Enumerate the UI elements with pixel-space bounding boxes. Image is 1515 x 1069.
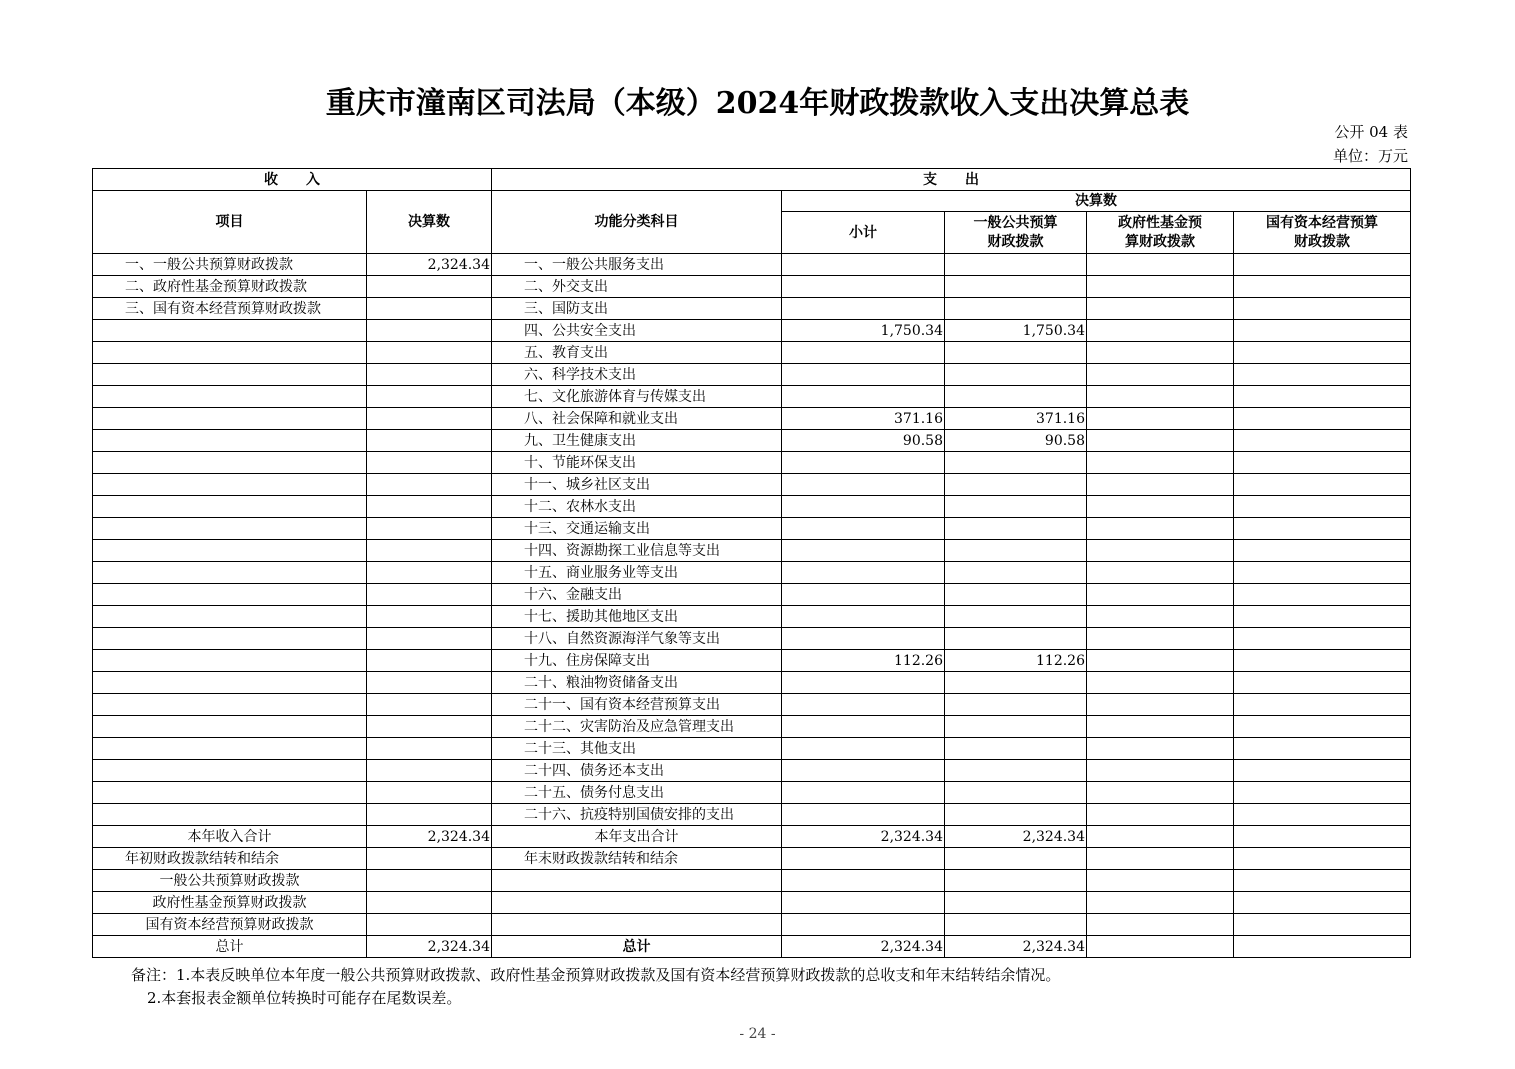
subtotal-amount (782, 760, 945, 782)
table-row (93, 276, 1411, 298)
income-amount (367, 430, 492, 452)
notes (131, 964, 1060, 1010)
gov-fund-amount (1087, 650, 1234, 672)
income-item (93, 320, 367, 342)
subtotal-amount (782, 452, 945, 474)
gov-fund-amount (1087, 540, 1234, 562)
summary-row (93, 826, 1411, 848)
summary-row (93, 848, 1411, 870)
subtotal-amount (782, 738, 945, 760)
general-budget-amount (945, 782, 1087, 804)
general-budget-amount (945, 342, 1087, 364)
table-row (93, 694, 1411, 716)
subtotal-amount (782, 584, 945, 606)
income-amount (367, 672, 492, 694)
general-budget-amount (945, 298, 1087, 320)
summary-state-capital (1234, 892, 1411, 914)
unit-label: 单位：万元 (1332, 147, 1408, 165)
summary-row (93, 914, 1411, 936)
income-amount (367, 452, 492, 474)
state-capital-amount (1234, 452, 1411, 474)
func-category: 十、节能环保支出 (492, 452, 782, 474)
summary-income-item: 国有资本经营预算财政拨款 (93, 914, 367, 936)
summary-func-category (492, 870, 782, 892)
summary-row (93, 892, 1411, 914)
state-capital-amount (1234, 606, 1411, 628)
gov-fund-amount (1087, 320, 1234, 342)
general-budget-amount (945, 562, 1087, 584)
subtotal-amount: 1,750.34 (782, 320, 945, 342)
summary-general-budget (945, 870, 1087, 892)
func-category: 二十五、债务付息支出 (492, 782, 782, 804)
page-title: 重庆市潼南区司法局（本级）2024年财政拨款收入支出决算总表 (325, 86, 1190, 121)
subtotal-amount: 371.16 (782, 408, 945, 430)
func-category: 二十六、抗疫特别国债安排的支出 (492, 804, 782, 826)
income-amount (367, 760, 492, 782)
general-budget-amount: 1,750.34 (945, 320, 1087, 342)
income-amount (367, 562, 492, 584)
gov-fund-amount (1087, 804, 1234, 826)
income-item (93, 584, 367, 606)
income-amount (367, 540, 492, 562)
table-row (93, 320, 1411, 342)
func-category: 十九、住房保障支出 (492, 650, 782, 672)
summary-gov-fund (1087, 892, 1234, 914)
subtotal-amount (782, 782, 945, 804)
subtotal-amount (782, 672, 945, 694)
summary-income-item: 一般公共预算财政拨款 (93, 870, 367, 892)
income-item (93, 562, 367, 584)
general-budget-amount (945, 716, 1087, 738)
general-budget-amount: 371.16 (945, 408, 1087, 430)
state-capital-amount (1234, 628, 1411, 650)
general-budget-amount (945, 606, 1087, 628)
subtotal-amount (782, 694, 945, 716)
gov-fund-amount (1087, 496, 1234, 518)
income-item (93, 518, 367, 540)
subtotal-amount (782, 298, 945, 320)
summary-gov-fund (1087, 826, 1234, 848)
summary-general-budget (945, 892, 1087, 914)
income-amount (367, 606, 492, 628)
general-budget-amount (945, 804, 1087, 826)
summary-row (93, 870, 1411, 892)
subtotal-amount: 90.58 (782, 430, 945, 452)
func-category: 二十三、其他支出 (492, 738, 782, 760)
table-row (93, 628, 1411, 650)
summary-state-capital (1234, 936, 1411, 958)
subtotal-amount (782, 496, 945, 518)
state-capital-amount (1234, 254, 1411, 276)
summary-subtotal (782, 914, 945, 936)
state-capital-amount (1234, 342, 1411, 364)
income-amount (367, 804, 492, 826)
income-amount (367, 276, 492, 298)
income-item (93, 716, 367, 738)
summary-row (93, 936, 1411, 958)
state-capital-header: 国有资本经营预算 财政拨款 (1234, 212, 1411, 254)
func-category: 二十、粮油物资储备支出 (492, 672, 782, 694)
table-row (93, 584, 1411, 606)
summary-state-capital (1234, 826, 1411, 848)
gov-fund-amount (1087, 760, 1234, 782)
func-category: 七、文化旅游体育与传媒支出 (492, 386, 782, 408)
income-item: 一、一般公共预算财政拨款 (93, 254, 367, 276)
state-capital-amount (1234, 408, 1411, 430)
gov-fund-amount (1087, 474, 1234, 496)
table-row (93, 496, 1411, 518)
summary-state-capital (1234, 914, 1411, 936)
form-number: 公开 04 表 (1334, 123, 1408, 141)
func-category: 十三、交通运输支出 (492, 518, 782, 540)
gov-fund-amount (1087, 562, 1234, 584)
func-category: 二十一、国有资本经营预算支出 (492, 694, 782, 716)
state-capital-amount (1234, 430, 1411, 452)
page-number: - 24 - (739, 1026, 776, 1042)
subtotal-amount (782, 518, 945, 540)
income-item (93, 430, 367, 452)
gov-fund-amount (1087, 386, 1234, 408)
gov-fund-amount (1087, 694, 1234, 716)
table-row (93, 364, 1411, 386)
amount-header: 决算数 (367, 191, 492, 254)
func-category: 十一、城乡社区支出 (492, 474, 782, 496)
gov-fund-header: 政府性基金预 算财政拨款 (1087, 212, 1234, 254)
income-item (93, 364, 367, 386)
subtotal-amount (782, 386, 945, 408)
summary-func-category (492, 892, 782, 914)
gov-fund-amount (1087, 738, 1234, 760)
income-item (93, 452, 367, 474)
table-row (93, 474, 1411, 496)
income-amount (367, 782, 492, 804)
summary-subtotal: 2,324.34 (782, 826, 945, 848)
header-row-2 (93, 191, 1411, 212)
subtotal-amount (782, 474, 945, 496)
table-row (93, 760, 1411, 782)
gov-fund-amount (1087, 276, 1234, 298)
general-budget-amount (945, 364, 1087, 386)
general-budget-amount (945, 628, 1087, 650)
state-capital-amount (1234, 298, 1411, 320)
income-amount (367, 364, 492, 386)
func-category: 八、社会保障和就业支出 (492, 408, 782, 430)
general-budget-amount (945, 254, 1087, 276)
func-category: 十二、农林水支出 (492, 496, 782, 518)
table-row (93, 738, 1411, 760)
income-item (93, 628, 367, 650)
summary-subtotal: 2,324.34 (782, 936, 945, 958)
income-item (93, 496, 367, 518)
summary-state-capital (1234, 870, 1411, 892)
gov-fund-amount (1087, 716, 1234, 738)
summary-income-item: 总计 (93, 936, 367, 958)
subtotal-amount (782, 606, 945, 628)
income-item (93, 694, 367, 716)
general-budget-amount (945, 496, 1087, 518)
note-1: 备注：1.本表反映单位本年度一般公共预算财政拨款、政府性基金预算财政拨款及国有资本经营预算财政拨款的总收支和年末结转结余情况。 (131, 966, 1061, 984)
income-amount (367, 386, 492, 408)
table-row (93, 386, 1411, 408)
income-item (93, 804, 367, 826)
summary-subtotal (782, 892, 945, 914)
general-budget-amount (945, 518, 1087, 540)
income-item: 二、政府性基金预算财政拨款 (93, 276, 367, 298)
subtotal-amount (782, 254, 945, 276)
expense-header: 支 出 (492, 169, 1411, 191)
state-capital-amount (1234, 364, 1411, 386)
state-capital-amount (1234, 540, 1411, 562)
gov-fund-amount (1087, 628, 1234, 650)
func-category: 三、国防支出 (492, 298, 782, 320)
table-row (93, 518, 1411, 540)
final-amount-header: 决算数 (782, 191, 1411, 212)
func-category: 二、外交支出 (492, 276, 782, 298)
summary-gov-fund (1087, 870, 1234, 892)
state-capital-amount (1234, 672, 1411, 694)
table-row (93, 562, 1411, 584)
summary-gov-fund (1087, 936, 1234, 958)
income-amount (367, 628, 492, 650)
gov-fund-amount (1087, 298, 1234, 320)
summary-income-item: 年初财政拨款结转和结余 (93, 848, 367, 870)
table-row (93, 342, 1411, 364)
table-row (93, 606, 1411, 628)
state-capital-amount (1234, 474, 1411, 496)
summary-income-amount (367, 892, 492, 914)
gov-fund-amount (1087, 430, 1234, 452)
income-item (93, 738, 367, 760)
func-category: 十七、援助其他地区支出 (492, 606, 782, 628)
summary-income-item: 本年收入合计 (93, 826, 367, 848)
func-category: 九、卫生健康支出 (492, 430, 782, 452)
summary-state-capital (1234, 848, 1411, 870)
table-row (93, 298, 1411, 320)
subtotal-amount (782, 804, 945, 826)
income-amount (367, 694, 492, 716)
general-budget-amount: 90.58 (945, 430, 1087, 452)
table-row (93, 254, 1411, 276)
general-budget-amount (945, 386, 1087, 408)
table-row (93, 716, 1411, 738)
func-category: 二十二、灾害防治及应急管理支出 (492, 716, 782, 738)
table-row (93, 430, 1411, 452)
summary-func-category: 本年支出合计 (492, 826, 782, 848)
income-item (93, 650, 367, 672)
income-item (93, 386, 367, 408)
func-category: 一、一般公共服务支出 (492, 254, 782, 276)
table-row (93, 452, 1411, 474)
income-item (93, 760, 367, 782)
summary-func-category: 总计 (492, 936, 782, 958)
income-amount (367, 738, 492, 760)
income-amount (367, 584, 492, 606)
subtotal-amount (782, 276, 945, 298)
func-category: 五、教育支出 (492, 342, 782, 364)
income-amount (367, 474, 492, 496)
general-budget-amount (945, 760, 1087, 782)
gov-fund-amount (1087, 606, 1234, 628)
gov-fund-amount (1087, 672, 1234, 694)
income-item (93, 672, 367, 694)
income-item (93, 540, 367, 562)
summary-income-amount (367, 870, 492, 892)
gov-fund-amount (1087, 408, 1234, 430)
state-capital-amount (1234, 518, 1411, 540)
subtotal-amount (782, 342, 945, 364)
summary-general-budget: 2,324.34 (945, 826, 1087, 848)
table-row (93, 672, 1411, 694)
state-capital-amount (1234, 320, 1411, 342)
note-2: 2.本套报表金额单位转换时可能存在尾数误差。 (147, 989, 462, 1007)
subtotal-amount: 112.26 (782, 650, 945, 672)
state-capital-amount (1234, 804, 1411, 826)
summary-income-item: 政府性基金预算财政拨款 (93, 892, 367, 914)
table-row (93, 650, 1411, 672)
summary-income-amount (367, 914, 492, 936)
final-accounts-table (92, 168, 1411, 958)
income-item (93, 342, 367, 364)
state-capital-amount (1234, 716, 1411, 738)
subtotal-amount (782, 364, 945, 386)
state-capital-amount (1234, 694, 1411, 716)
state-capital-amount (1234, 386, 1411, 408)
func-category: 六、科学技术支出 (492, 364, 782, 386)
table-row (93, 408, 1411, 430)
gov-fund-amount (1087, 452, 1234, 474)
summary-gov-fund (1087, 914, 1234, 936)
state-capital-amount (1234, 584, 1411, 606)
income-item (93, 782, 367, 804)
summary-subtotal (782, 848, 945, 870)
income-item (93, 606, 367, 628)
income-item (93, 408, 367, 430)
general-budget-amount (945, 672, 1087, 694)
func-category-header: 功能分类科目 (492, 191, 782, 254)
header-row-1 (93, 169, 1411, 191)
func-category: 十六、金融支出 (492, 584, 782, 606)
gov-fund-amount (1087, 518, 1234, 540)
summary-general-budget: 2,324.34 (945, 936, 1087, 958)
state-capital-amount (1234, 562, 1411, 584)
subtotal-amount (782, 562, 945, 584)
income-amount (367, 496, 492, 518)
summary-income-amount: 2,324.34 (367, 936, 492, 958)
income-header: 收 入 (93, 169, 492, 191)
subtotal-amount (782, 716, 945, 738)
subtotal-header: 小计 (782, 212, 945, 254)
subtotal-amount (782, 628, 945, 650)
table-row (93, 540, 1411, 562)
func-category: 十八、自然资源海洋气象等支出 (492, 628, 782, 650)
summary-general-budget (945, 848, 1087, 870)
income-amount (367, 320, 492, 342)
table-row (93, 782, 1411, 804)
summary-gov-fund (1087, 848, 1234, 870)
general-budget-amount (945, 738, 1087, 760)
gov-fund-amount (1087, 254, 1234, 276)
income-amount (367, 342, 492, 364)
gov-fund-amount (1087, 782, 1234, 804)
summary-func-category (492, 914, 782, 936)
func-category: 四、公共安全支出 (492, 320, 782, 342)
state-capital-amount (1234, 276, 1411, 298)
general-budget-amount (945, 540, 1087, 562)
income-amount (367, 408, 492, 430)
general-budget-amount: 112.26 (945, 650, 1087, 672)
summary-general-budget (945, 914, 1087, 936)
income-amount (367, 518, 492, 540)
gov-fund-amount (1087, 342, 1234, 364)
gov-fund-amount (1087, 584, 1234, 606)
summary-income-amount (367, 848, 492, 870)
general-budget-amount (945, 694, 1087, 716)
income-amount: 2,324.34 (367, 254, 492, 276)
summary-subtotal (782, 870, 945, 892)
func-category: 十四、资源勘探工业信息等支出 (492, 540, 782, 562)
state-capital-amount (1234, 760, 1411, 782)
income-item (93, 474, 367, 496)
income-amount (367, 716, 492, 738)
income-amount (367, 298, 492, 320)
general-budget-amount (945, 452, 1087, 474)
general-budget-amount (945, 584, 1087, 606)
gov-fund-amount (1087, 364, 1234, 386)
item-header: 项目 (93, 191, 367, 254)
func-category: 十五、商业服务业等支出 (492, 562, 782, 584)
table-row (93, 804, 1411, 826)
state-capital-amount (1234, 650, 1411, 672)
state-capital-amount (1234, 738, 1411, 760)
subtotal-amount (782, 540, 945, 562)
income-item: 三、国有资本经营预算财政拨款 (93, 298, 367, 320)
general-budget-amount (945, 474, 1087, 496)
state-capital-amount (1234, 782, 1411, 804)
general-budget-header: 一般公共预算 财政拨款 (945, 212, 1087, 254)
summary-func-category: 年末财政拨款结转和结余 (492, 848, 782, 870)
func-category: 二十四、债务还本支出 (492, 760, 782, 782)
state-capital-amount (1234, 496, 1411, 518)
summary-income-amount: 2,324.34 (367, 826, 492, 848)
income-amount (367, 650, 492, 672)
general-budget-amount (945, 276, 1087, 298)
